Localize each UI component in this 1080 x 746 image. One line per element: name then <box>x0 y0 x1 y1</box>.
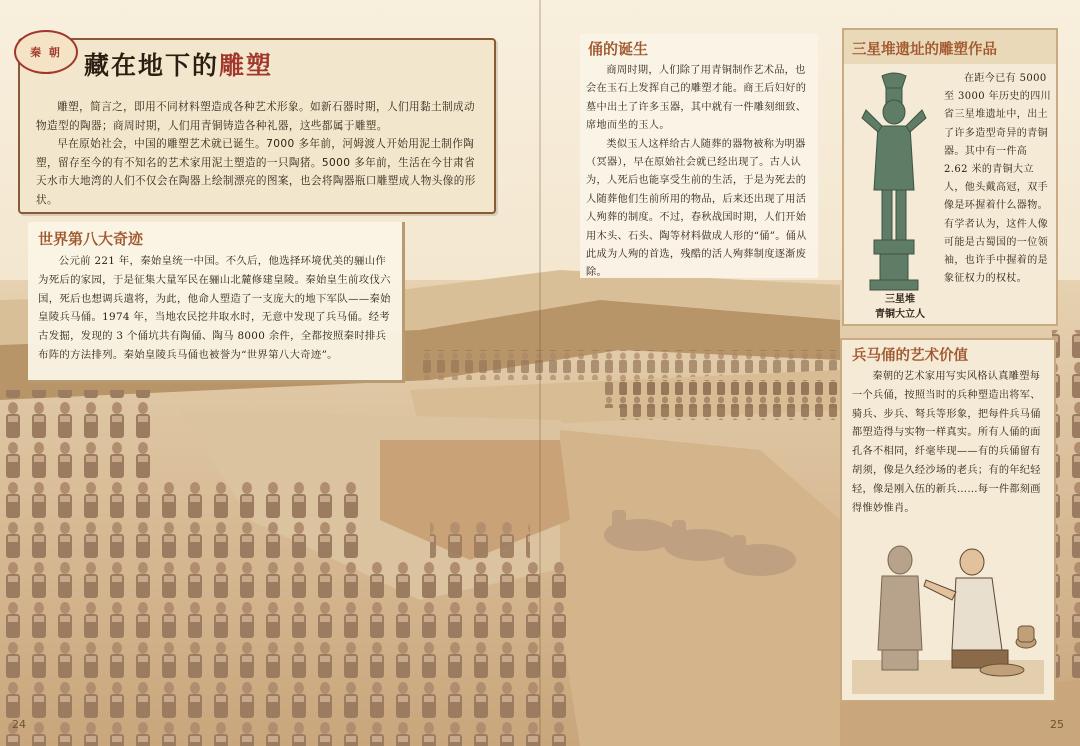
page-title-main: 藏在地下的 <box>84 51 220 80</box>
book-spine <box>539 0 541 746</box>
statue-caption-line: 三星堆 <box>885 294 915 305</box>
art-value-title: 兵马俑的艺术价值 <box>852 348 968 364</box>
wonder-title: 世界第八大奇迹 <box>38 230 144 248</box>
intro-paragraph: 早在原始社会，中国的雕塑艺术就已诞生。7000 多年前，河姆渡人开始用泥土制作陶塑，留存至今的有不知名的艺术家用泥土塑造的一只陶猪。5000 多年前，生活在今甘肃省天水市大地湾的人们不仅会在陶器上绘制漂亮的图案，也会将陶器瓶口雕塑成人物头像的形状。 <box>36 138 476 206</box>
wonder-panel <box>28 222 405 383</box>
sculptor-illustration <box>852 530 1044 694</box>
origin-panel <box>580 34 818 278</box>
dynasty-badge <box>14 30 78 74</box>
intro-panel <box>18 38 496 214</box>
origin-body <box>586 62 812 283</box>
bronze-statue-image <box>852 70 936 310</box>
sanxingdui-title: 三星堆遗址的雕塑作品 <box>852 42 997 58</box>
origin-paragraph: 商周时期，人们除了用青铜制作艺术品，也会在玉石上发挥自己的雕塑才能。商王后妇好的墓中出土了许多玉器，其中就有一件雕刻细致、席地而坐的玉人。 <box>586 65 807 132</box>
origin-title: 俑的诞生 <box>588 40 649 58</box>
intro-body <box>36 98 484 210</box>
page-number-left: 24 <box>12 718 26 731</box>
origin-paragraph: 类似玉人这样给古人随葬的器物被称为明器（冥器），早在原始社会就已经出现了。古人认为，人死后也能享受生前的生活，于是为死去的人随葬他们生前所用的物品，后来还出现了用活人殉葬的制度。不过，春秋战国时期，人们开始用木头、石头、陶等材料做成人形的“俑”。俑从此成为人殉的首选，残酷的活人殉葬制度逐渐废除。 <box>586 138 807 279</box>
intro-paragraph: 雕塑，简言之，即用不同材料塑造成各种艺术形象。如新石器时期，人们用黏土制成动物造型的陶器；商周时期，人们用青铜铸造各种礼器，这些都属于雕塑。 <box>36 101 475 132</box>
page-title-accent: 雕塑 <box>219 51 274 80</box>
sanxingdui-body: 在距今已有 5000 至 3000 年历史的四川省三星堆遗址中，出土了许多造型奇异的青铜器。其中有一件高 2.62 米的青铜大立人，他头戴高冠，双手像是环握着什么器物。有学者认为，这件人像可能是古蜀国的一位领袖，也许手中握着的是象征权力的权杖。 <box>944 73 1052 285</box>
statue-caption-line: 青铜大立人 <box>875 309 925 320</box>
statue-caption <box>860 292 940 322</box>
wonder-body: 公元前 221 年，秦始皇统一中国。不久后，他选择环境优美的骊山作为死后的家园，于是征集大量军民在骊山北麓修建皇陵。秦始皇生前攻伐六国，死后也想调兵遣将，为此，他命人塑造了一支庞大的地下军队——秦始皇陵兵马俑。1974 年，当地农民挖井取水时，无意中发现了兵马俑。经考古发掘，发现的 3 个俑坑共有陶俑、陶马 8000 余件，全都按照秦时排兵布阵的方法排列。秦始皇陵兵马俑也被誉为“世界第八大奇迹”。 <box>38 255 391 361</box>
dynasty-badge-label: 秦 朝 <box>30 46 62 59</box>
sanxingdui-panel <box>842 28 1058 326</box>
page-number-right: 25 <box>1050 718 1064 731</box>
page-title <box>84 46 273 82</box>
art-value-panel <box>840 338 1056 702</box>
art-value-body: 秦朝的艺术家用写实风格认真雕塑每一个兵俑，按照当时的兵种塑造出将军、骑兵、步兵、弩兵等形象，把每件兵马俑都塑造得与实物一样真实。所有人俑的面孔各不相同，纤毫毕现——有的兵俑留有胡须，像是久经沙场的老兵；有的年纪轻轻，像是刚入伍的新兵……每一件都刻画得惟妙惟肖。 <box>852 371 1041 514</box>
